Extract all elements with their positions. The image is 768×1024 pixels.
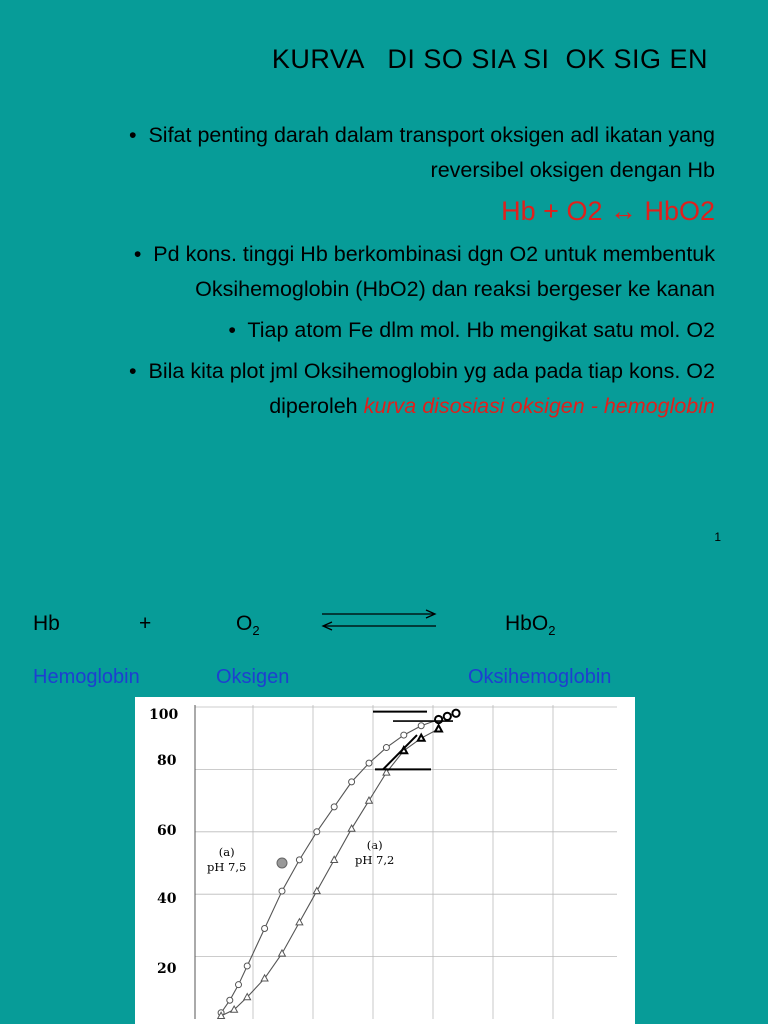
y-tick-label: 100 [149, 707, 179, 723]
data-point-circle [236, 982, 242, 988]
data-point-circle [244, 963, 250, 969]
bullet-item [60, 313, 715, 348]
data-point-circle [262, 926, 268, 932]
series-line [221, 713, 456, 1013]
reference-line [383, 735, 417, 769]
bullet-text: Sifat penting darah dalam transport oksigen adl ikatan yang reversibel oksigen dengan Hb [148, 123, 715, 182]
page-number: 1 [714, 530, 721, 544]
data-point-circle [366, 760, 372, 766]
bullet-text: Tiap atom Fe dlm mol. Hb mengikat satu mol. O2 [247, 318, 715, 342]
dissociation-chart [135, 697, 635, 1024]
highlight-text: kurva disosiasi oksigen - hemoglobin [363, 394, 715, 418]
hbo2-subscript: 2 [548, 623, 556, 639]
data-point-circle [279, 888, 285, 894]
data-point-triangle [331, 856, 338, 862]
data-point-triangle [313, 887, 320, 893]
y-tick-label: 20 [157, 961, 177, 977]
series-line [221, 729, 439, 1016]
bullet-text: Bila kita plot jml Oksihemoglobin yg ada pada tiap kons. O2 diperoleh [148, 359, 715, 418]
slide-title: KURVA DI SO SIA SI OK SIG EN [271, 44, 708, 74]
data-point-circle [401, 732, 407, 738]
data-point-circle [331, 804, 337, 810]
chart-plot [135, 697, 635, 1024]
bullet-item [60, 118, 715, 188]
y-tick-label: 60 [157, 823, 177, 839]
o2-base: O [236, 612, 253, 635]
data-point-circle [349, 779, 355, 785]
data-point-circle [314, 829, 320, 835]
data-point-circle [296, 857, 302, 863]
o2-subscript: 2 [252, 623, 260, 639]
curve-label-bottom: pH 7,5 [207, 860, 247, 874]
bullet-item [60, 354, 715, 424]
data-point-triangle [348, 825, 355, 831]
data-point-triangle [435, 725, 442, 731]
equilibrium-arrows-icon [318, 608, 440, 632]
bullet-list [60, 118, 715, 430]
bullet-item [60, 237, 715, 307]
data-point-circle [383, 745, 389, 751]
curve-label-top: (a) [218, 845, 235, 859]
reactant-o2 [236, 612, 260, 638]
data-point-circle [227, 997, 233, 1003]
curve-label-top: (a) [366, 838, 383, 852]
label-oksihemoglobin: Oksihemoglobin [468, 666, 612, 688]
data-point-circle [444, 713, 451, 720]
data-point-circle [435, 716, 442, 723]
plus-sign: + [139, 612, 152, 635]
y-tick-label: 40 [157, 891, 177, 907]
bullet-marker: • [128, 123, 137, 147]
bullet-marker: • [129, 359, 137, 383]
product-hbo2 [505, 612, 555, 638]
data-point-circle [418, 723, 424, 729]
data-point-triangle [418, 735, 425, 741]
highlight-point [277, 858, 287, 868]
y-tick-label: 80 [157, 753, 177, 769]
bullet-marker: • [133, 242, 142, 266]
hbo2-base: HbO [505, 612, 549, 635]
reactant-hb: Hb [33, 612, 60, 635]
bullet-text: Pd kons. tinggi Hb berkombinasi dgn O2 untuk membentuk Oksihemoglobin (HbO2) dan reaksi bergeser ke kanan [153, 242, 715, 301]
data-point-triangle [279, 950, 286, 956]
curve-label-bottom: pH 7,2 [355, 853, 395, 867]
bullet-marker: • [228, 318, 236, 342]
data-point-circle [452, 710, 459, 717]
data-point-triangle [296, 919, 303, 925]
data-point-triangle [366, 797, 373, 803]
equation: Hb + O2 ↔ HbO2 [501, 196, 715, 226]
label-hemoglobin: Hemoglobin [33, 666, 140, 688]
label-oksigen: Oksigen [216, 666, 290, 688]
